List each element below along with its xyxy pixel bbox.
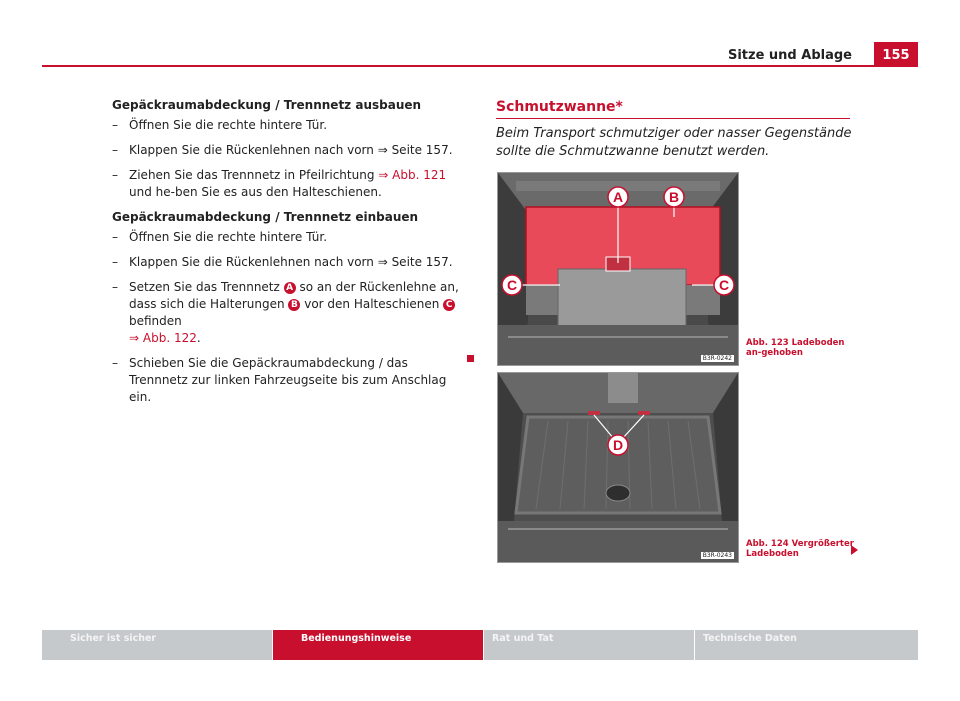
heading-remove: Gepäckraumabdeckung / Trennnetz ausbauen	[112, 98, 422, 112]
figure-124	[497, 372, 739, 563]
step-item: – Klappen Sie die Rückenlehnen nach vorn ⇒ Seite 157.	[112, 143, 453, 157]
figure-caption: Abb. 124 Vergrößerter Ladeboden	[746, 539, 854, 559]
section-intro: Beim Transport schmutziger oder nasser Gegenstände sollte die Schmutzwanne benutzt werden.	[496, 126, 852, 159]
svg-text:C: C	[506, 277, 518, 293]
step-item: – Schieben Sie die Gepäckraumabdeckung / das Trennnetz zur linken Fahrzeugseite bis zum Anschlag ein.	[112, 356, 447, 404]
badge-a: A	[284, 282, 296, 294]
svg-text:A: A	[612, 189, 624, 205]
step-item: – Setzen Sie das Trennnetz A so an der Rückenlehne an, dass sich die Halterungen B vor den Halteschienen C befinden ⇒ Abb. 122.	[112, 280, 459, 345]
page-number: 155	[874, 42, 918, 67]
figure-caption: Abb. 123 Ladeboden an-gehoben	[746, 338, 845, 358]
section-end-mark	[467, 355, 474, 362]
step-item: – Klappen Sie die Rückenlehnen nach vorn ⇒ Seite 157.	[112, 255, 453, 269]
badge-c: C	[443, 299, 455, 311]
step-item: – Ziehen Sie das Trennnetz in Pfeilrichtung ⇒ Abb. 121 und he-ben Sie es aus den Halteschienen.	[112, 168, 447, 199]
footer-tab-technical[interactable]: Technische Daten	[695, 630, 918, 660]
figure-link[interactable]: ⇒ Abb. 122	[129, 331, 197, 345]
callout-c-left	[502, 275, 522, 295]
footer-tab-tips[interactable]: Rat und Tat	[484, 630, 694, 660]
callout-c-right	[714, 275, 734, 295]
figure-123	[497, 172, 739, 366]
running-header: Sitze und Ablage	[727, 48, 852, 63]
trunk-tray-illustration	[498, 373, 738, 562]
svg-text:B: B	[668, 189, 680, 205]
instructions-column	[112, 97, 460, 414]
callout-b	[664, 187, 684, 207]
footer-tab-safety[interactable]: Sicher ist sicher	[42, 630, 272, 660]
continue-arrow-icon	[851, 545, 858, 555]
step-item: – Öffnen Sie die rechte hintere Tür.	[112, 118, 328, 132]
svg-text:C: C	[718, 277, 730, 293]
trunk-raised-floor-illustration	[498, 173, 738, 365]
figure-code: B3R-0243	[702, 552, 732, 559]
header-rule	[42, 65, 918, 67]
svg-text:D: D	[612, 437, 624, 453]
figure-link[interactable]: ⇒ Abb. 121	[378, 168, 447, 182]
figure-code: B3R-0242	[702, 355, 732, 362]
section-title: Schmutzwanne*	[496, 99, 623, 115]
callout-d	[608, 435, 628, 455]
step-item: – Öffnen Sie die rechte hintere Tür.	[112, 230, 328, 244]
heading-install: Gepäckraumabdeckung / Trennnetz einbauen	[112, 210, 419, 224]
callout-a	[608, 187, 628, 207]
footer-tab-operation[interactable]: Bedienungshinweise	[273, 630, 483, 660]
badge-b: B	[288, 299, 300, 311]
section-rule	[496, 118, 850, 119]
